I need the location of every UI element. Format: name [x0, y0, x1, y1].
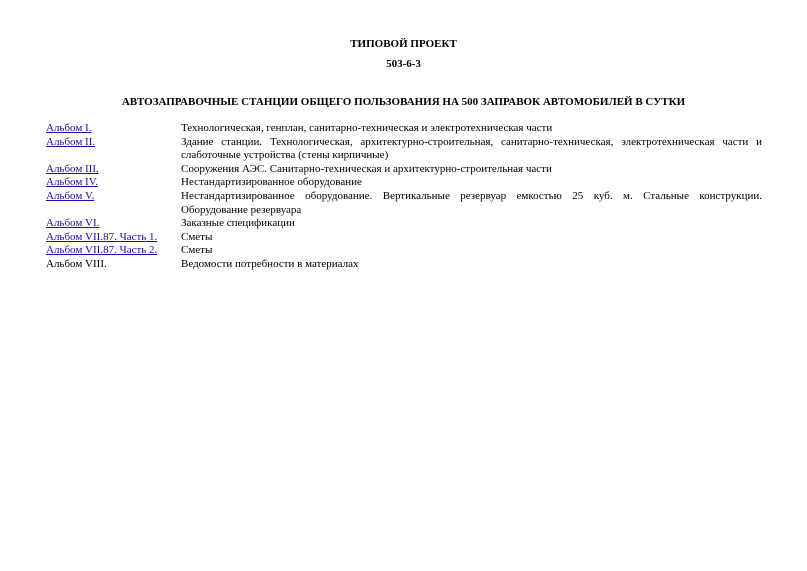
album-description: Сооружения АЭС. Санитарно-техническая и архитектурно-строительная части [181, 162, 552, 175]
album-description: Ведомости потребности в материалах [181, 257, 359, 270]
album-description: Нестандартизированное оборудование [181, 176, 362, 189]
doc-title: ТИПОВОЙ ПРОЕКТ [350, 38, 457, 50]
album-link-2[interactable]: Альбом II. [46, 135, 96, 148]
album-description: Нестандартизированное оборудование. Вертикальные резервуар емкостью 25 куб. м. Стальные конструкции. Оборудование резервуара [181, 189, 762, 216]
album-link-7-part-1[interactable]: Альбом VII.87. Часть 1. [46, 230, 158, 243]
album-label-8: Альбом VIII. [46, 257, 107, 270]
doc-code: 503-6-3 [386, 58, 421, 70]
album-link-1[interactable]: Альбом I. [46, 122, 92, 134]
album-row [46, 176, 762, 190]
album-row [46, 190, 762, 217]
album-row [46, 258, 762, 272]
album-link-3[interactable]: Альбом III. [46, 162, 99, 175]
album-description: Сметы [181, 230, 213, 243]
album-row [46, 163, 762, 177]
doc-subtitle: АВТОЗАПРАВОЧНЫЕ СТАНЦИИ ОБЩЕГО ПОЛЬЗОВАНИЯ НА 500 ЗАПРАВОК АВТОМОБИЛЕЙ В СУТКИ [121, 96, 686, 108]
album-link-7-part-2[interactable]: Альбом VII.87. Часть 2. [46, 244, 158, 257]
album-description: Технологическая, генплан, санитарно-техническая и электротехническая части [181, 122, 553, 134]
album-row [46, 136, 762, 163]
album-row [46, 244, 762, 258]
album-description: Сметы [181, 244, 213, 257]
album-row [46, 231, 762, 245]
album-row [46, 122, 762, 136]
album-description: Здание станции. Технологическая, архитектурно-строительная, санитарно-техническая, электротехническая части и слаботочные устройства (стены кирпичные) [181, 135, 762, 162]
album-link-5[interactable]: Альбом V. [46, 189, 95, 202]
album-link-6[interactable]: Альбом VI. [46, 217, 100, 230]
album-link-4[interactable]: Альбом IV. [46, 176, 98, 189]
album-description: Заказные спецификации [181, 217, 295, 230]
album-row [46, 217, 762, 231]
album-list [46, 122, 762, 272]
